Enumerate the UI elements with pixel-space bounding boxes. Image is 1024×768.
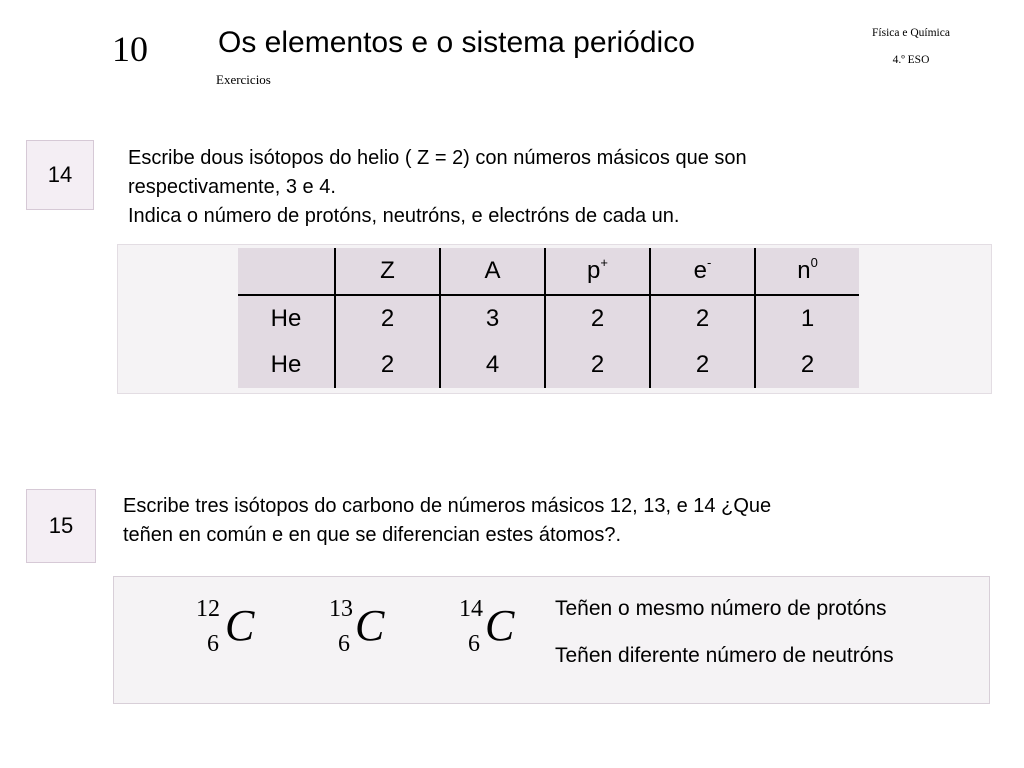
table-cell: 2: [335, 295, 440, 342]
header-cell-protons: [545, 248, 650, 295]
mass-number: 12: [196, 596, 220, 622]
question-line: Escribe tres isótopos do carbono de números másicos 12, 13, e 14 ¿Que: [123, 495, 772, 517]
exercise-15-question: [123, 492, 1003, 550]
header-cell-empty: [238, 248, 335, 295]
table-cell: 1: [755, 295, 859, 342]
atomic-number: 6: [338, 631, 350, 657]
protons-symbol: p: [587, 257, 601, 284]
question-line: teñen en común e en que se diferencian estes átomos?.: [123, 524, 622, 546]
table-row: [238, 295, 859, 342]
table-cell: 2: [650, 342, 755, 388]
electrons-charge: -: [707, 255, 712, 270]
table-cell: 4: [440, 342, 545, 388]
table-cell: He: [270, 305, 302, 332]
helium-isotopes-table: [238, 248, 859, 388]
atomic-number: 6: [207, 631, 219, 657]
neutrons-charge: 0: [810, 255, 818, 270]
table-row: [238, 342, 859, 388]
question-line: Escribe dous isótopos do helio ( Z = 2) con números másicos que son: [128, 147, 747, 169]
exercise-15-number-badge: [26, 489, 96, 563]
header-cell-electrons: [650, 248, 755, 295]
table-cell: 2: [755, 342, 859, 388]
mass-number: 13: [329, 596, 353, 622]
header-cell-z: Z: [335, 248, 440, 295]
element-symbol: C: [225, 601, 255, 650]
exercise-14-question: [128, 144, 998, 231]
exercise-14-number: 14: [47, 162, 73, 187]
header-cell-a: A: [440, 248, 545, 295]
unit-number: 10: [112, 29, 148, 69]
exercise-15-number: 15: [48, 513, 74, 538]
mass-number: 14: [459, 596, 483, 622]
element-symbol: C: [355, 601, 385, 650]
electrons-symbol: e: [693, 257, 707, 284]
table-header-row: [238, 248, 859, 295]
question-line: respectivamente, 3 e 4.: [128, 176, 336, 198]
level-label: 4.º ESO: [892, 54, 930, 66]
table-cell: 2: [650, 295, 755, 342]
protons-charge: +: [600, 255, 608, 270]
question-line: Indica o número de protóns, neutróns, e electróns de cada un.: [128, 205, 680, 227]
atomic-number: 6: [468, 631, 480, 657]
page-title: Os elementos e o sistema periódico: [218, 26, 695, 59]
table-cell: 2: [545, 295, 650, 342]
table-cell: 2: [335, 342, 440, 388]
subject-label: Física e Química: [872, 27, 950, 39]
answer-same-protons: Teñen o mesmo número de protóns: [555, 597, 887, 620]
exercise-14-number-badge: [26, 140, 94, 210]
header-cell-neutrons: [755, 248, 859, 295]
table-cell: He: [270, 351, 302, 378]
table-cell: 2: [545, 342, 650, 388]
table-cell: 3: [440, 295, 545, 342]
answer-different-neutrons: Teñen diferente número de neutróns: [555, 644, 894, 667]
course-info: [866, 20, 956, 74]
page-subtitle: Exercicios: [216, 72, 271, 87]
element-symbol: C: [485, 601, 515, 650]
neutrons-symbol: n: [797, 257, 811, 284]
